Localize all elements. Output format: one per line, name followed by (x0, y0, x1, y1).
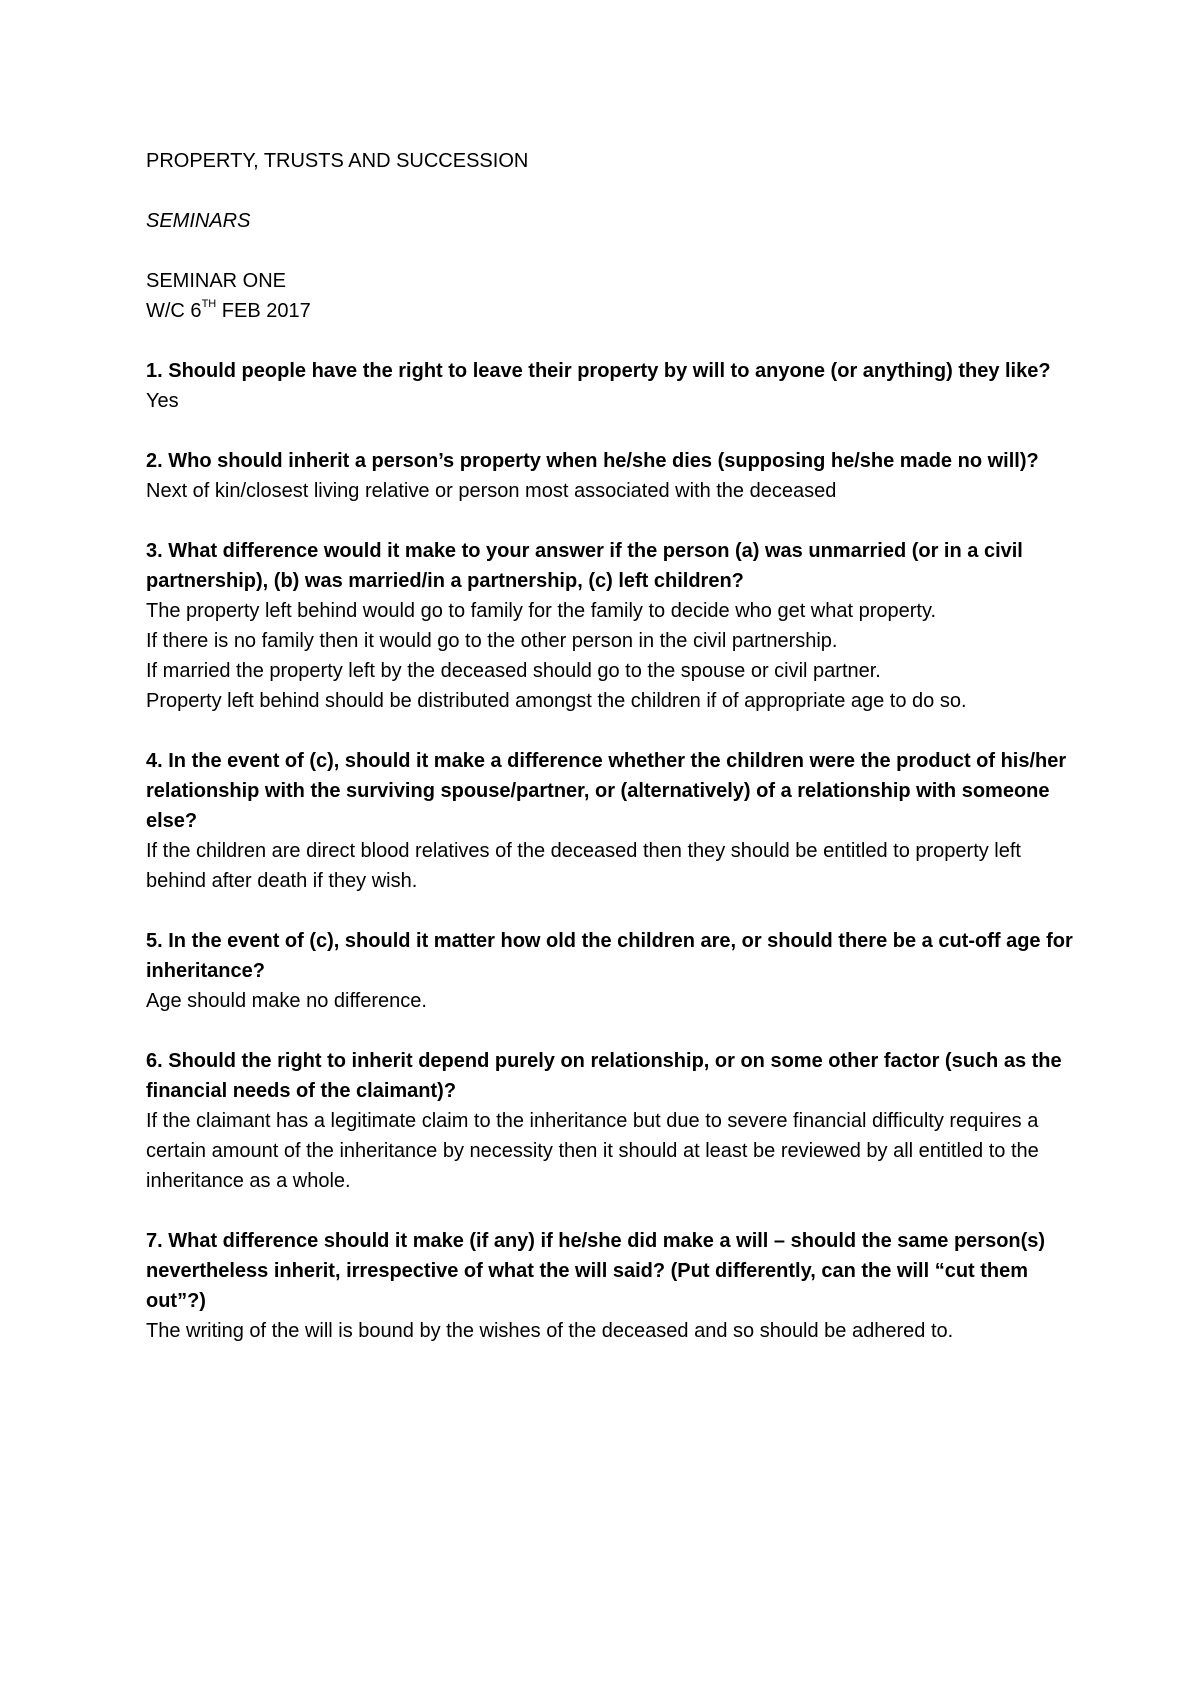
answer-6: If the claimant has a legitimate claim to the inheritance but due to severe financial difficulty requires a certain amount of the inheritance by necessity then it should at least be reviewed by all entitled to the inheritance as a whole. (146, 1110, 1039, 1192)
question-2: 2. Who should inherit a person’s property when he/she dies (supposing he/she made no will)? (146, 450, 1039, 472)
answer-3-line-3: If married the property left by the deceased should go to the spouse or civil partner. (146, 660, 881, 682)
answer-5: Age should make no difference. (146, 990, 427, 1012)
question-5: 5. In the event of (c), should it matter how old the children are, or should there be a cut-off age for inheritance? (146, 930, 1073, 982)
answer-4: If the children are direct blood relatives of the deceased then they should be entitled to property left behind after death if they wish. (146, 840, 1021, 892)
qa-item-1 (146, 356, 1076, 416)
question-7: 7. What difference should it make (if any) if he/she did make a will – should the same person(s) nevertheless inherit, irrespective of what the will said? (Put differently, can the will “cut them out”?) (146, 1230, 1046, 1312)
question-4: 4. In the event of (c), should it make a difference whether the children were the product of his/her relationship with the surviving spouse/partner, or (alternatively) of a relationship with someone else? (146, 750, 1067, 832)
seminar-date-suffix: FEB 2017 (216, 300, 311, 322)
answer-2: Next of kin/closest living relative or person most associated with the deceased (146, 480, 837, 502)
seminar-date-prefix: W/C 6 (146, 300, 202, 322)
answer-1: Yes (146, 390, 179, 412)
document-title: PROPERTY, TRUSTS AND SUCCESSION (146, 150, 529, 172)
seminar-name: SEMINAR ONE (146, 270, 287, 292)
answer-3-line-2: If there is no family then it would go to the other person in the civil partnership. (146, 630, 838, 652)
qa-item-6 (146, 1046, 1076, 1196)
seminar-date-ordinal: TH (201, 298, 217, 311)
answer-3-line-1: The property left behind would go to family for the family to decide who get what property. (146, 600, 937, 622)
question-1: 1. Should people have the right to leave their property by will to anyone (or anything) they like? (146, 360, 1051, 382)
answer-3-line-4: Property left behind should be distributed amongst the children if of appropriate age to do so. (146, 690, 967, 712)
qa-item-5 (146, 926, 1076, 1016)
question-6: 6. Should the right to inherit depend purely on relationship, or on some other factor (such as the financial needs of the claimant)? (146, 1050, 1062, 1102)
document-content (146, 146, 1076, 1376)
seminar-date (146, 296, 1076, 326)
document-subtitle: SEMINARS (146, 210, 251, 232)
answer-7: The writing of the will is bound by the wishes of the deceased and so should be adhered to. (146, 1320, 954, 1342)
qa-item-3 (146, 536, 1076, 716)
question-3: 3. What difference would it make to your answer if the person (a) was unmarried (or in a civil partnership), (b) was married/in a partnership, (c) left children? (146, 540, 1023, 592)
qa-item-4 (146, 746, 1076, 896)
qa-item-7 (146, 1226, 1076, 1346)
qa-item-2 (146, 446, 1076, 506)
